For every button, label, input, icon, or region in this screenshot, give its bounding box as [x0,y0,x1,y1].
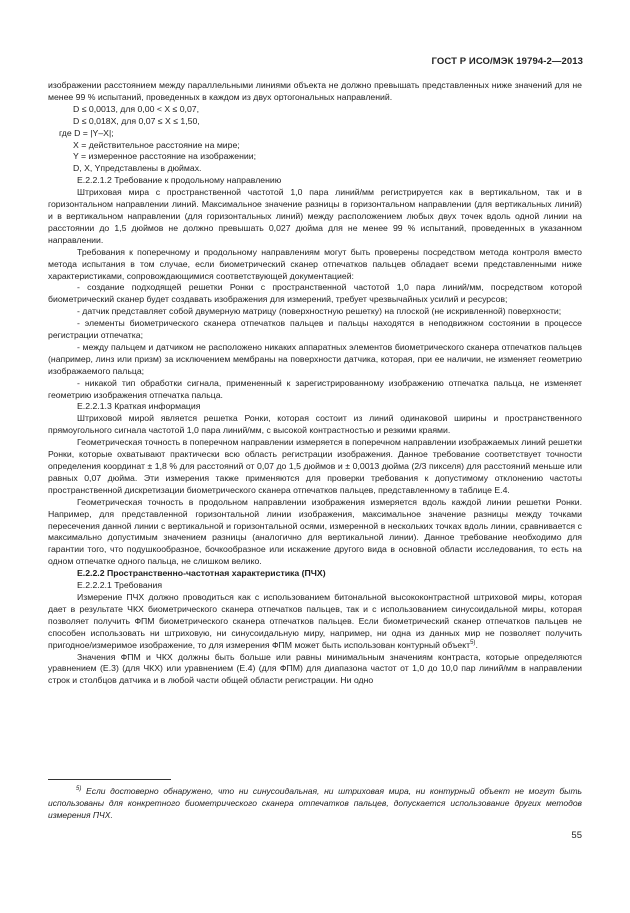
footnote-reference[interactable]: 5) [470,639,476,646]
footnote [48,785,582,821]
section-heading: Е.2.2.1.3 Краткая информация [77,401,201,412]
paragraph: Штриховой мирой является решетка Ронки, которая состоит из линий одинаковой ширины и пространственного прямоугольного сигнала частотой 1,0 пара линий/мм, с высокой контрастностью и резкими краями. [48,413,582,436]
formula-line: D ≤ 0,018X, для 0,07 ≤ X ≤ 1,50, [73,115,200,126]
formula-definition: D, X, Yпредставлены в дюймах. [73,163,202,174]
list-item: - между пальцем и датчиком не расположено никаких аппаратных элементов биометрического сканера отпечатков пальцев (например, линз или призм) за исключением мембраны на поверхности датчика, которая, при ее наличии, не изменяет геометрию изображаемого пальца; [48,341,582,376]
footnote-divider [48,779,171,780]
list-item: - датчик представляет собой двумерную матрицу (поверхностную решетку) на плоской (не искривленной) поверхности; [77,306,562,317]
paragraph: Геометрическая точность в поперечном направлении измеряется в поперечном направлении изображаемых линий решетки Ронки, которые охватывают практически всю область регистрации изображения. Данное требование соответствует точности определения координат ± 1,8 % для расстояний от 0,07 до 1,5 дюймов и ± 0,0013 дюйма (2/3 пикселя) для расстояний меньше или равных 0,07 дюйма. Эти измерения также применяются для проверки требования к допустимому отклонению частоты пространственной дискретизации биометрического сканера отпечатков пальцев, представленному в таблице Е.4. [48,437,582,495]
paragraph: Значения ФПМ и ЧКХ должны быть больше или равны минимальным значениям контраста, которые определяются уравнением (Е.3) (для ЧКХ) или уравнением (Е.4) (для ФПМ) для диапазона частот от 1,0 до 10,0 пар линий/мм в направлении строк и столбцов датчика и в любой части общей области регистрации. Ни одно [48,651,582,686]
list-item: - создание подходящей решетки Ронки с пространственной частотой 1,0 пара линий/мм, посредством которой биометрический сканер будет создавать изображения для измерений, требует чрезвычайных усилий и ресурсов; [48,282,582,305]
formula-where: где D = |Y–X|; [59,127,114,138]
list-item: - никакой тип обработки сигнала, примененный к зарегистрированному изображению отпечатка пальца, не изменяет геометрию изображения отпечатка пальца. [48,377,582,400]
paragraph: Штриховая мира с пространственной частотой 1,0 пара линий/мм регистрируется как в вертикальном, так и в горизонтальном направлении линий. Максимальное значение разницы в горизонтальном направлении (для вертикальных линий) и в вертикальном направлении (для горизонтальных линий) между расположением любых двух точек вдоль одной линии на расстоянии до 1,5 дюймов не должно превышать 0,027 дюйма для не менее 99 % испытаний, проведенных в указанном направлении. [48,187,582,245]
page-number: 55 [571,830,582,841]
list-item: - элементы биометрического сканера отпечатков пальцев и пальцы находятся в неподвижном состоянии в процессе регистрации отпечатка; [48,318,582,341]
paragraph-text: Измерение ПЧХ должно проводиться как с использованием битональной высококонтрастной штриховой миры, которая дает в результате ЧКХ биометрического сканера отпечатков пальцев, так и с использованием синусоидальной миры, которая позволяет получить ФПМ биометрического сканера отпечатков пальцев. Если биометрический сканер отпечатков пальцев не способен использовать ни штриховую, ни синусоидальную миру, например, ни одна из данных мир не позволяет получить пригодное/измеримое изображение, то для измерения ФПМ может быть использован контурный объект [48,591,582,650]
formula-line: D ≤ 0,0013, для 0,00 < X ≤ 0,07, [73,103,200,114]
document-header: ГОСТ Р ИСО/МЭК 19794-2—2013 [431,56,583,67]
section-heading: Е.2.2.1.2 Требование к продольному направлению [77,175,282,186]
paragraph: Геометрическая точность в продольном направлении изображения измеряется вдоль каждой линии решетки Ронки. Например, для представленной горизонтальной линии изображения, максимальное значение разницы между точками пересечения данной линии с вертикальной и горизонтальной осями, измеренной в нескольких точках вдоль линии, сравнивается с максимально допустимым значением разницы (аналогично для вертикальной линии). Данное требование необходимо для гарантии того, что подушкообразное, бочкообразное или искажение другого вида в основной области исследования, то есть на одном отпечатке одного пальца, не слишком велико. [48,496,582,567]
section-heading-bold: Е.2.2.2 Пространственно-частотная характеристика (ПЧХ) [77,568,326,579]
section-heading: Е.2.2.2.1 Требования [77,580,163,591]
formula-definition: X = действительное расстояние на мире; [73,139,240,150]
formula-definition: Y = измеренное расстояние на изображении; [73,151,256,162]
paragraph: Измерение ПЧХ должно проводиться как с использованием битональной высококонтрастной штриховой миры, которая дает в результате ЧКХ биометрического сканера отпечатков пальцев, так и с использованием синусоидальной миры, которая позволяет получить ФПМ биометрического сканера отпечатков пальцев. Если биометрический сканер отпечатков пальцев не способен использовать ни штриховую, ни синусоидальную миру, например, ни одна из данных мир не позволяет получить пригодное/измеримое изображение, то для измерения ФПМ может быть использован контурный объект$^{5)}$. [48,591,582,650]
paragraph: изображении расстоянием между параллельными линиями объекта не должно превышать представленных ниже значений для не менее 99 % испытаний, проведенных в каждом из двух ортогональных направлений. [48,80,582,102]
paragraph: Требования к поперечному и продольному направлениям могут быть проверены посредством метода контроля вместо метода испытания в том случае, если биометрический сканер отпечатков пальцев обладает всеми представленными ниже характеристиками, сопровождающимися соответствующей документацией: [48,246,582,281]
footnote-marker: 5) [76,786,82,793]
document-body [48,80,582,687]
footnote-text: Если достоверно обнаружено, что ни синусоидальная, ни штриховая мира, ни контурный объект не могут быть использованы для конкретного биометрического сканера отпечатков пальцев, допускается использование других методов измерения ПЧХ. [48,786,582,820]
